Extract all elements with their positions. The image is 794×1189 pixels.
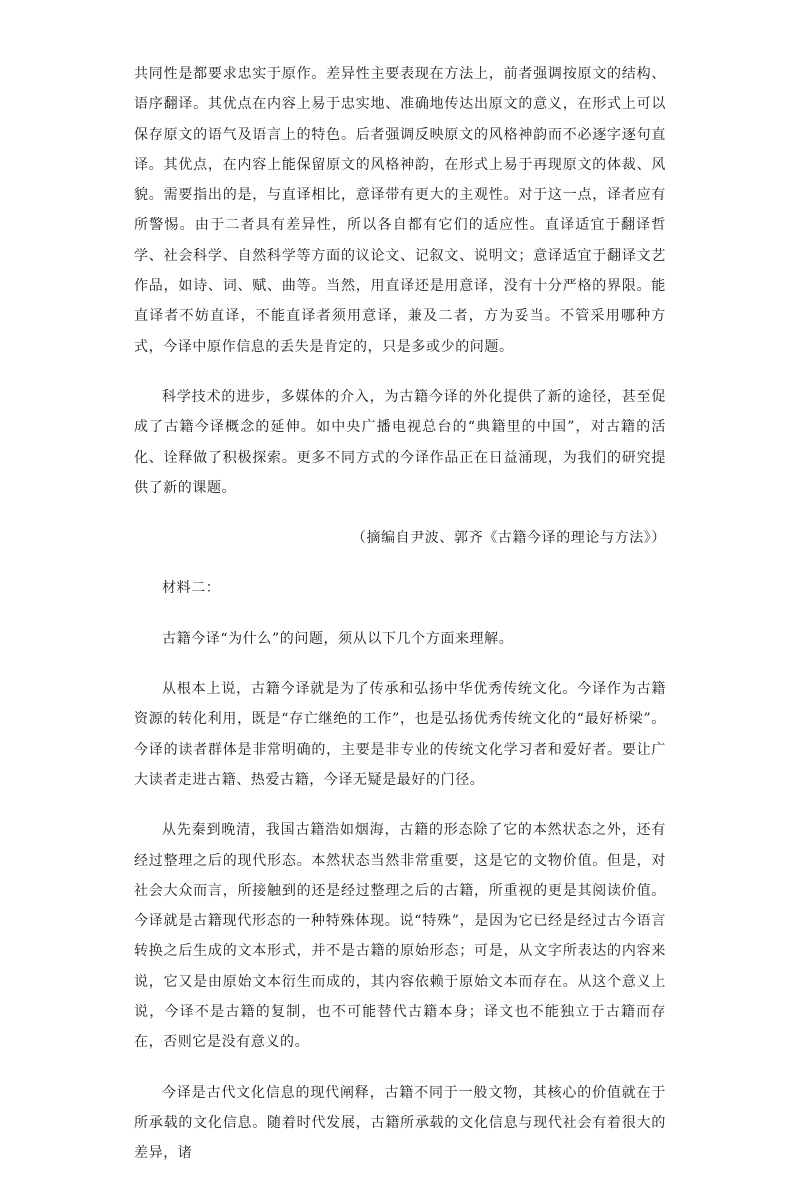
paragraph-technology: 科学技术的进步，多媒体的介入，为古籍今译的外化提供了新的途径，甚至促成了古籍今译概念的延伸。如中央广播电视总台的“典籍里的中国”，对古籍的活化、诠释做了积极探索。更多不同方式的今译作品正在日益涌现，为我们的研究提供了新的课题。 <box>134 388 666 496</box>
paragraph-purpose: 从根本上说，古籍今译就是为了传承和弘扬中华优秀传统文化。今译作为古籍资源的转化利用，既是“存亡继绝的工作”，也是弘扬优秀传统文化的“最好桥梁”。今译的读者群体是非常明确的，主要是非专业的传统文化学习者和爱好者。要让广大读者走进古籍、热爱古籍，今译无疑是最好的门径。 <box>134 681 666 788</box>
source-citation: （摘编自尹波、郭齐《古籍今译的理论与方法》） <box>351 530 666 547</box>
paragraph-translation-methods: 共同性是都要求忠实于原作。差异性主要表现在方法上，前者强调按原文的结构、语序翻译。其优点在内容上易于忠实地、准确地传达出原文的意义，在形式上可以保存原文的语气及语言上的特色。后者强调反映原文的风格神韵而不必逐字逐句直译。其优点，在内容上能保留原文的风格神韵，在形式上易于再现原文的体裁、风貌。需要指出的是，与直译相比，意译带有更大的主观性。对于这一点，译者应有所警惕。由于二者具有差异性，所以各自都有它们的适应性。直译适宜于翻译哲学、社会科学、自然科学等方面的议论文、记叙文、说明文；意译适宜于翻译文艺作品，如诗、词、赋、曲等。当然，用直译还是用意译，没有十分严格的界限。能直译者不妨直译，不能直译者须用意译，兼及二者，方为妥当。不管采用哪种方式，今译中原作信息的丢失是肯定的，只是多或少的问题。 <box>134 66 666 355</box>
document-page <box>134 59 666 1189</box>
paragraph-interpretation: 今译是古代文化信息的现代阐释，古籍不同于一般文物，其核心的价值就在于所承载的文化信息。随着时代发展，古籍所承载的文化信息与现代社会有着很大的差异，诸 <box>134 1084 666 1162</box>
paragraph-forms: 从先秦到晚清，我国古籍浩如烟海，古籍的形态除了它的本然状态之外，还有经过整理之后的现代形态。本然状态当然非常重要，这是它的文物价值。但是，对社会大众而言，所接触到的还是经过整理之后的古籍，所重视的更是其阅读价值。今译就是古籍现代形态的一种特殊体现。说“特殊”，是因为它已经是经过古今语言转换之后生成的文本形式，并不是古籍的原始形态；可是，从文字所表达的内容来说，它又是由原始文本衍生而成的，其内容依赖于原始文本而存在。从这个意义上说，今译不是古籍的复制，也不可能替代古籍本身；译文也不能独立于古籍而存在，否则它是没有意义的。 <box>134 822 666 1051</box>
material-two-intro: 古籍今译“为什么”的问题，须从以下几个方面来理解。 <box>162 630 514 647</box>
material-two-heading: 材料二： <box>162 580 221 597</box>
